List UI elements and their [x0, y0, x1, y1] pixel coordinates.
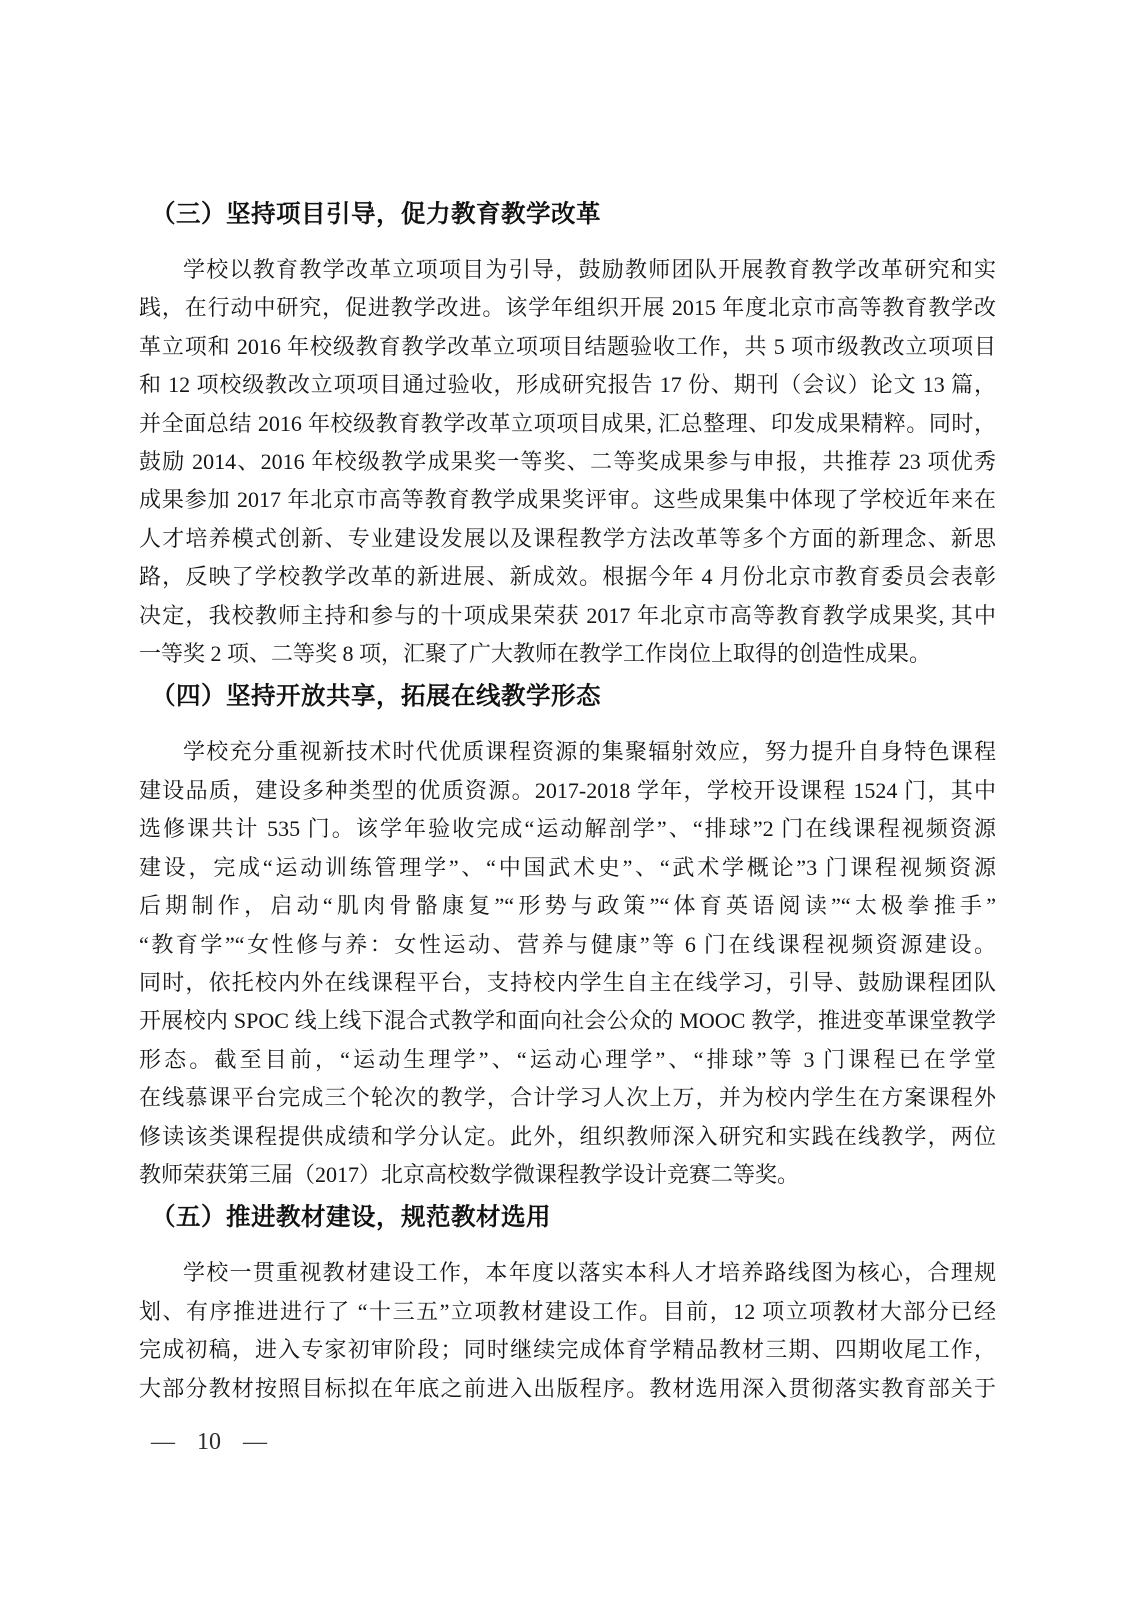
text-line: 后期制作，启动“肌肉骨骼康复”“形势与政策”“体育英语阅读”“太极拳推手” [139, 893, 996, 919]
text-line: 修读该类课程提供成绩和学分认定。此外，组织教师深入研究和实践在线教学，两位 [139, 1123, 996, 1149]
text-line: 学校充分重视新技术时代优质课程资源的集聚辐射效应，努力提升自身特色课程 [183, 739, 996, 765]
text-line: 大部分教材按照目标拟在年底之前进入出版程序。教材选用深入贯彻落实教育部关于 [139, 1375, 996, 1401]
footer-dash-right: — [243, 1429, 267, 1455]
text-line: 建设品质，建设多种类型的优质资源。2017-2018 学年，学校开设课程 1524 门，其中 [139, 777, 996, 803]
text-line: 成果参加 2017 年北京市高等教育教学成果奖评审。这些成果集中体现了学校近年来在 [139, 487, 996, 513]
paragraph [139, 251, 996, 673]
text-line: 划、有序推进进行了 “十三五”立项教材建设工作。目前，12 项立项教材大部分已经 [139, 1298, 996, 1324]
text-line: 并全面总结 2016 年校级教育教学改革立项项目成果, 汇总整理、印发成果精粹。同时， [139, 410, 996, 436]
text-line: 教师荣获第三届（2017）北京高校数学微课程教学设计竞赛二等奖。 [139, 1161, 800, 1187]
text-line: 践，在行动中研究，促进教学改进。该学年组织开展 2015 年度北京市高等教育教学改 [139, 295, 996, 321]
text-line: 同时，依托校内外在线课程平台，支持校内学生自主在线学习，引导、鼓励课程团队 [139, 969, 996, 995]
text-line: 形态。截至目前，“运动生理学”、“运动心理学”、“排球”等 3 门课程已在学堂 [139, 1046, 996, 1072]
page-footer [151, 1429, 267, 1456]
section-heading: （四）坚持开放共享，拓展在线教学形态 [151, 683, 601, 711]
text-line: 学校以教育教学改革立项项目为引导，鼓励教师团队开展教育教学改革研究和实 [183, 257, 996, 282]
text-line: 和 12 项校级教改立项项目通过验收，形成研究报告 17 份、期刊（会议）论文 13 篇， [139, 372, 996, 398]
text-line: 鼓励 2014、2016 年校级教学成果奖一等奖、二等奖成果参与申报，共推荐 23 项优秀 [139, 449, 996, 475]
paragraph [139, 1254, 996, 1408]
text-line: “教育学”“女性修与养：女性运动、营养与健康”等 6 门在线课程视频资源建设。 [139, 931, 996, 957]
text-line: 革立项和 2016 年校级教育教学改革立项项目结题验收工作，共 5 项市级教改立项项目 [139, 333, 996, 359]
footer-dash-left: — [151, 1429, 175, 1455]
text-line: 建设，完成“运动训练管理学”、“中国武术史”、“武术学概论”3 门课程视频资源 [139, 854, 996, 880]
page-number: 10 [197, 1429, 221, 1455]
text-line: 在线慕课平台完成三个轮次的教学，合计学习人次上万，并为校内学生在方案课程外 [139, 1085, 996, 1111]
text-line: 决定，我校教师主持和参与的十项成果荣获 2017 年北京市高等教育教学成果奖, 其中 [139, 602, 996, 628]
section-heading: （五）推进教材建设，规范教材选用 [151, 1204, 551, 1232]
text-line: 人才培养模式创新、专业建设发展以及课程教学方法改革等多个方面的新理念、新思 [139, 525, 996, 551]
document-content [139, 199, 996, 1408]
text-line: 开展校内 SPOC 线上线下混合式教学和面向社会公众的 MOOC 教学，推进变革课堂教学 [139, 1008, 996, 1034]
text-line: 路，反映了学校教学改革的新进展、新成效。根据今年 4 月份北京市教育委员会表彰 [139, 564, 996, 590]
text-line: 学校一贯重视教材建设工作，本年度以落实本科人才培养路线图为核心，合理规 [183, 1260, 996, 1286]
section-heading: （三）坚持项目引导，促力教育教学改革 [151, 201, 601, 228]
text-line: 一等奖 2 项、二等奖 8 项，汇聚了广大教师在教学工作岗位上取得的创造性成果。 [139, 641, 932, 667]
text-line: 完成初稿，进入专家初审阶段；同时继续完成体育学精品教材三期、四期收尾工作， [139, 1337, 996, 1363]
text-line: 选修课共计 535 门。该学年验收完成“运动解剖学”、“排球”2 门在线课程视频资源 [139, 816, 996, 842]
paragraph [139, 733, 996, 1194]
